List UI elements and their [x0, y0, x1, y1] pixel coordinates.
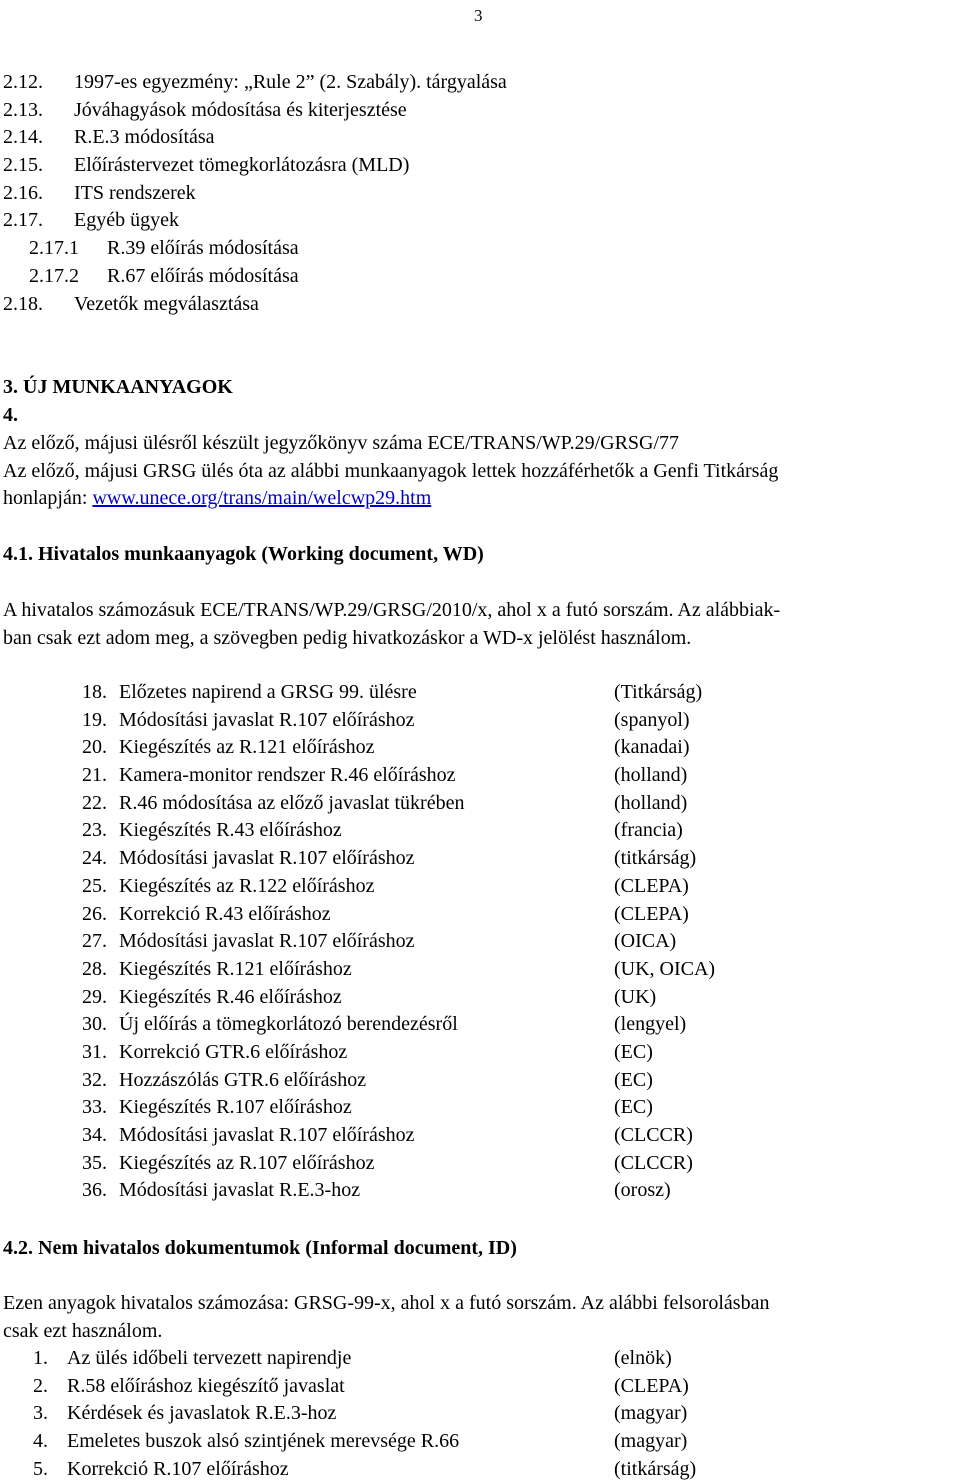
wd-item-title: Előzetes napirend a GRSG 99. ülésre — [119, 681, 417, 703]
wd-item-title: Hozzászólás GTR.6 előíráshoz — [119, 1068, 367, 1091]
wd-list-item — [0, 873, 960, 901]
id-paragraph — [3, 1290, 956, 1345]
agenda-item — [0, 263, 960, 291]
wd-item-number: 32. — [82, 1068, 107, 1091]
id-item-number: 5. — [33, 1457, 48, 1480]
wd-item-number: 27. — [82, 930, 107, 953]
wd-item-source: (holland) — [614, 791, 688, 814]
wd-list-item — [0, 734, 960, 762]
id-item-source: (CLEPA) — [614, 1374, 689, 1397]
agenda-item-text: ITS rendszerek — [74, 181, 196, 204]
section-4-1-heading: 4.1. Hivatalos munkaanyagok (Working document, WD) — [3, 543, 484, 565]
agenda-item-number: 2.17.2 — [29, 264, 79, 287]
wd-item-title: Módosítási javaslat R.107 előíráshoz — [119, 930, 415, 953]
wd-item-source: (orosz) — [614, 1179, 671, 1202]
wd-item-title: Kiegészítés R.46 előíráshoz — [119, 985, 342, 1008]
wd-item-title: Módosítási javaslat R.E.3-hoz — [119, 1179, 361, 1202]
agenda-item-number: 2.17. — [3, 209, 43, 232]
wd-list-item — [0, 1122, 960, 1150]
intro-paragraph — [3, 430, 956, 513]
id-list — [0, 1345, 960, 1483]
id-paragraph-line: Ezen anyagok hivatalos számozása: GRSG-99-x, ahol x a futó sorszám. Az alábbi felsorolásban — [3, 1292, 770, 1314]
wd-item-title: Kiegészítés az R.122 előíráshoz — [119, 874, 375, 897]
id-item-title: Kérdések és javaslatok R.E.3-hoz — [67, 1402, 337, 1425]
wd-list-item — [0, 1067, 960, 1095]
wd-item-source: (EC) — [614, 1096, 653, 1119]
id-item-number: 1. — [33, 1347, 48, 1369]
wd-item-source: (CLCCR) — [614, 1151, 693, 1174]
agenda-item-text: Előírástervezet tömegkorlátozásra (MLD) — [74, 154, 410, 177]
wd-item-title: R.46 módosítása az előző javaslat tükrében — [119, 791, 465, 814]
wd-item-source: (lengyel) — [614, 1013, 687, 1036]
wd-list-item — [0, 1011, 960, 1039]
id-item-title: Az ülés időbeli tervezett napirendje — [67, 1347, 352, 1369]
intro-line: Az előző, májusi ülésről készült jegyzőkönyv száma ECE/TRANS/WP.29/GRSG/77 — [3, 432, 680, 454]
wd-item-number: 33. — [82, 1096, 107, 1119]
wd-list-item — [0, 956, 960, 984]
wd-item-title: Módosítási javaslat R.107 előíráshoz — [119, 708, 415, 731]
wd-item-title: Módosítási javaslat R.107 előíráshoz — [119, 847, 415, 870]
agenda-item-number: 2.14. — [3, 126, 43, 149]
wd-paragraph — [3, 597, 956, 652]
id-item-number: 4. — [33, 1430, 48, 1453]
id-list-item — [0, 1373, 960, 1401]
wd-item-source: (UK, OICA) — [614, 957, 716, 980]
agenda-item-text: R.67 előírás módosítása — [107, 264, 299, 287]
page-number: 3 — [474, 6, 483, 25]
wd-item-title: Kiegészítés az R.121 előíráshoz — [119, 736, 375, 759]
wd-item-number: 20. — [82, 736, 107, 759]
agenda-item — [0, 235, 960, 263]
wd-item-number: 30. — [82, 1013, 107, 1036]
agenda-item — [0, 97, 960, 125]
wd-item-title: Kiegészítés R.121 előíráshoz — [119, 957, 352, 980]
agenda-item-text: Jóváhagyások módosítása és kiterjesztése — [74, 98, 407, 121]
agenda-item — [0, 291, 960, 319]
wd-item-number: 22. — [82, 791, 107, 814]
id-list-item — [0, 1428, 960, 1456]
wd-item-source: (EC) — [614, 1068, 653, 1091]
wd-list — [0, 679, 960, 1205]
agenda-item — [0, 180, 960, 208]
intro-line — [3, 485, 956, 513]
intro-line: Az előző, májusi GRSG ülés óta az alábbi munkaanyagok lettek hozzáférhetők a Genfi Titkárság — [3, 459, 779, 482]
wd-item-number: 29. — [82, 985, 107, 1008]
unece-link[interactable]: www.unece.org/trans/main/welcwp29.htm — [92, 487, 432, 510]
wd-item-source: (UK) — [614, 985, 657, 1008]
wd-item-source: (CLEPA) — [614, 902, 689, 925]
wd-item-title: Új előírás a tömegkorlátozó berendezésről — [119, 1013, 458, 1036]
id-item-source: (titkárság) — [614, 1457, 697, 1480]
wd-item-number: 21. — [82, 764, 107, 787]
wd-item-number: 36. — [82, 1179, 107, 1202]
wd-item-source: (spanyol) — [614, 708, 690, 731]
agenda-item-number: 2.17.1 — [29, 237, 79, 260]
wd-item-source: (CLCCR) — [614, 1124, 693, 1146]
wd-list-item — [0, 1039, 960, 1067]
wd-item-number: 35. — [82, 1151, 107, 1174]
wd-list-item — [0, 762, 960, 790]
wd-item-source: (kanadai) — [614, 736, 690, 759]
agenda-item-number: 2.15. — [3, 154, 43, 177]
wd-list-item — [0, 845, 960, 873]
section-4-2-heading: 4.2. Nem hivatalos dokumentumok (Informal document, ID) — [3, 1237, 517, 1259]
wd-list-item — [0, 1177, 960, 1205]
wd-item-number: 25. — [82, 874, 107, 897]
agenda-item-text: 1997-es egyezmény: „Rule 2” (2. Szabály). tárgyalása — [74, 71, 507, 93]
agenda-list — [0, 69, 960, 318]
agenda-item-text: Egyéb ügyek — [74, 209, 179, 232]
id-item-number: 2. — [33, 1374, 48, 1397]
wd-item-title: Korrekció R.43 előíráshoz — [119, 902, 331, 925]
wd-list-item — [0, 928, 960, 956]
id-item-source: (magyar) — [614, 1402, 688, 1425]
wd-list-item — [0, 790, 960, 818]
agenda-item-number: 2.16. — [3, 181, 43, 204]
wd-paragraph-line: ban csak ezt adom meg, a szövegben pedig hivatkozáskor a WD-x jelölést használom. — [3, 626, 692, 649]
agenda-item-text: Vezetők megválasztása — [74, 292, 259, 315]
agenda-item-text: R.39 előírás módosítása — [107, 237, 299, 260]
wd-item-number: 23. — [82, 819, 107, 842]
id-item-source: (magyar) — [614, 1430, 688, 1453]
wd-item-title: Kamera-monitor rendszer R.46 előíráshoz — [119, 764, 456, 787]
wd-item-source: (holland) — [614, 764, 688, 787]
wd-item-title: Korrekció GTR.6 előíráshoz — [119, 1040, 348, 1063]
wd-list-item — [0, 984, 960, 1012]
section-4-heading: 4. — [3, 404, 18, 426]
id-list-item — [0, 1400, 960, 1428]
wd-item-number: 31. — [82, 1040, 107, 1063]
wd-item-source: (titkárság) — [614, 847, 697, 870]
id-item-title: Korrekció R.107 előíráshoz — [67, 1457, 289, 1480]
wd-list-item — [0, 817, 960, 845]
agenda-item — [0, 124, 960, 152]
wd-item-source: (CLEPA) — [614, 874, 689, 897]
agenda-item-number: 2.13. — [3, 98, 43, 121]
wd-list-item — [0, 1094, 960, 1122]
id-list-item — [0, 1345, 960, 1373]
agenda-item — [0, 69, 960, 97]
id-list-item — [0, 1456, 960, 1484]
agenda-item — [0, 152, 960, 180]
wd-item-title: Kiegészítés R.43 előíráshoz — [119, 819, 342, 842]
id-item-source: (elnök) — [614, 1347, 672, 1369]
id-item-number: 3. — [33, 1402, 48, 1425]
wd-list-item — [0, 1150, 960, 1178]
wd-item-number: 24. — [82, 847, 107, 870]
wd-item-title: Módosítási javaslat R.107 előíráshoz — [119, 1124, 415, 1146]
wd-list-item — [0, 707, 960, 735]
wd-item-title: Kiegészítés R.107 előíráshoz — [119, 1096, 352, 1119]
intro-prefix: honlapján: — [3, 487, 93, 510]
wd-item-title: Kiegészítés az R.107 előíráshoz — [119, 1151, 375, 1174]
wd-item-source: (EC) — [614, 1040, 653, 1063]
agenda-item-number: 2.18. — [3, 292, 43, 315]
wd-item-source: (francia) — [614, 819, 683, 842]
agenda-item-text: R.E.3 módosítása — [74, 126, 215, 149]
wd-item-number: 34. — [82, 1124, 107, 1146]
wd-item-number: 18. — [82, 681, 107, 703]
wd-item-number: 28. — [82, 957, 107, 980]
wd-list-item — [0, 901, 960, 929]
wd-item-number: 26. — [82, 902, 107, 925]
agenda-item-number: 2.12. — [3, 71, 43, 93]
wd-paragraph-line: A hivatalos számozásuk ECE/TRANS/WP.29/GRSG/2010/x, ahol x a futó sorszám. Az alábbiak- — [3, 599, 781, 621]
id-item-title: Emeletes buszok alsó szintjének merevsége R.66 — [67, 1430, 460, 1453]
agenda-item — [0, 207, 960, 235]
id-paragraph-line: csak ezt használom. — [3, 1319, 163, 1342]
wd-item-source: (Titkárság) — [614, 681, 703, 703]
wd-item-source: (OICA) — [614, 930, 677, 953]
id-item-title: R.58 előíráshoz kiegészítő javaslat — [67, 1374, 345, 1397]
wd-item-number: 19. — [82, 708, 107, 731]
wd-list-item — [0, 679, 960, 707]
section-3-heading: 3. ÚJ MUNKAANYAGOK — [3, 376, 233, 398]
